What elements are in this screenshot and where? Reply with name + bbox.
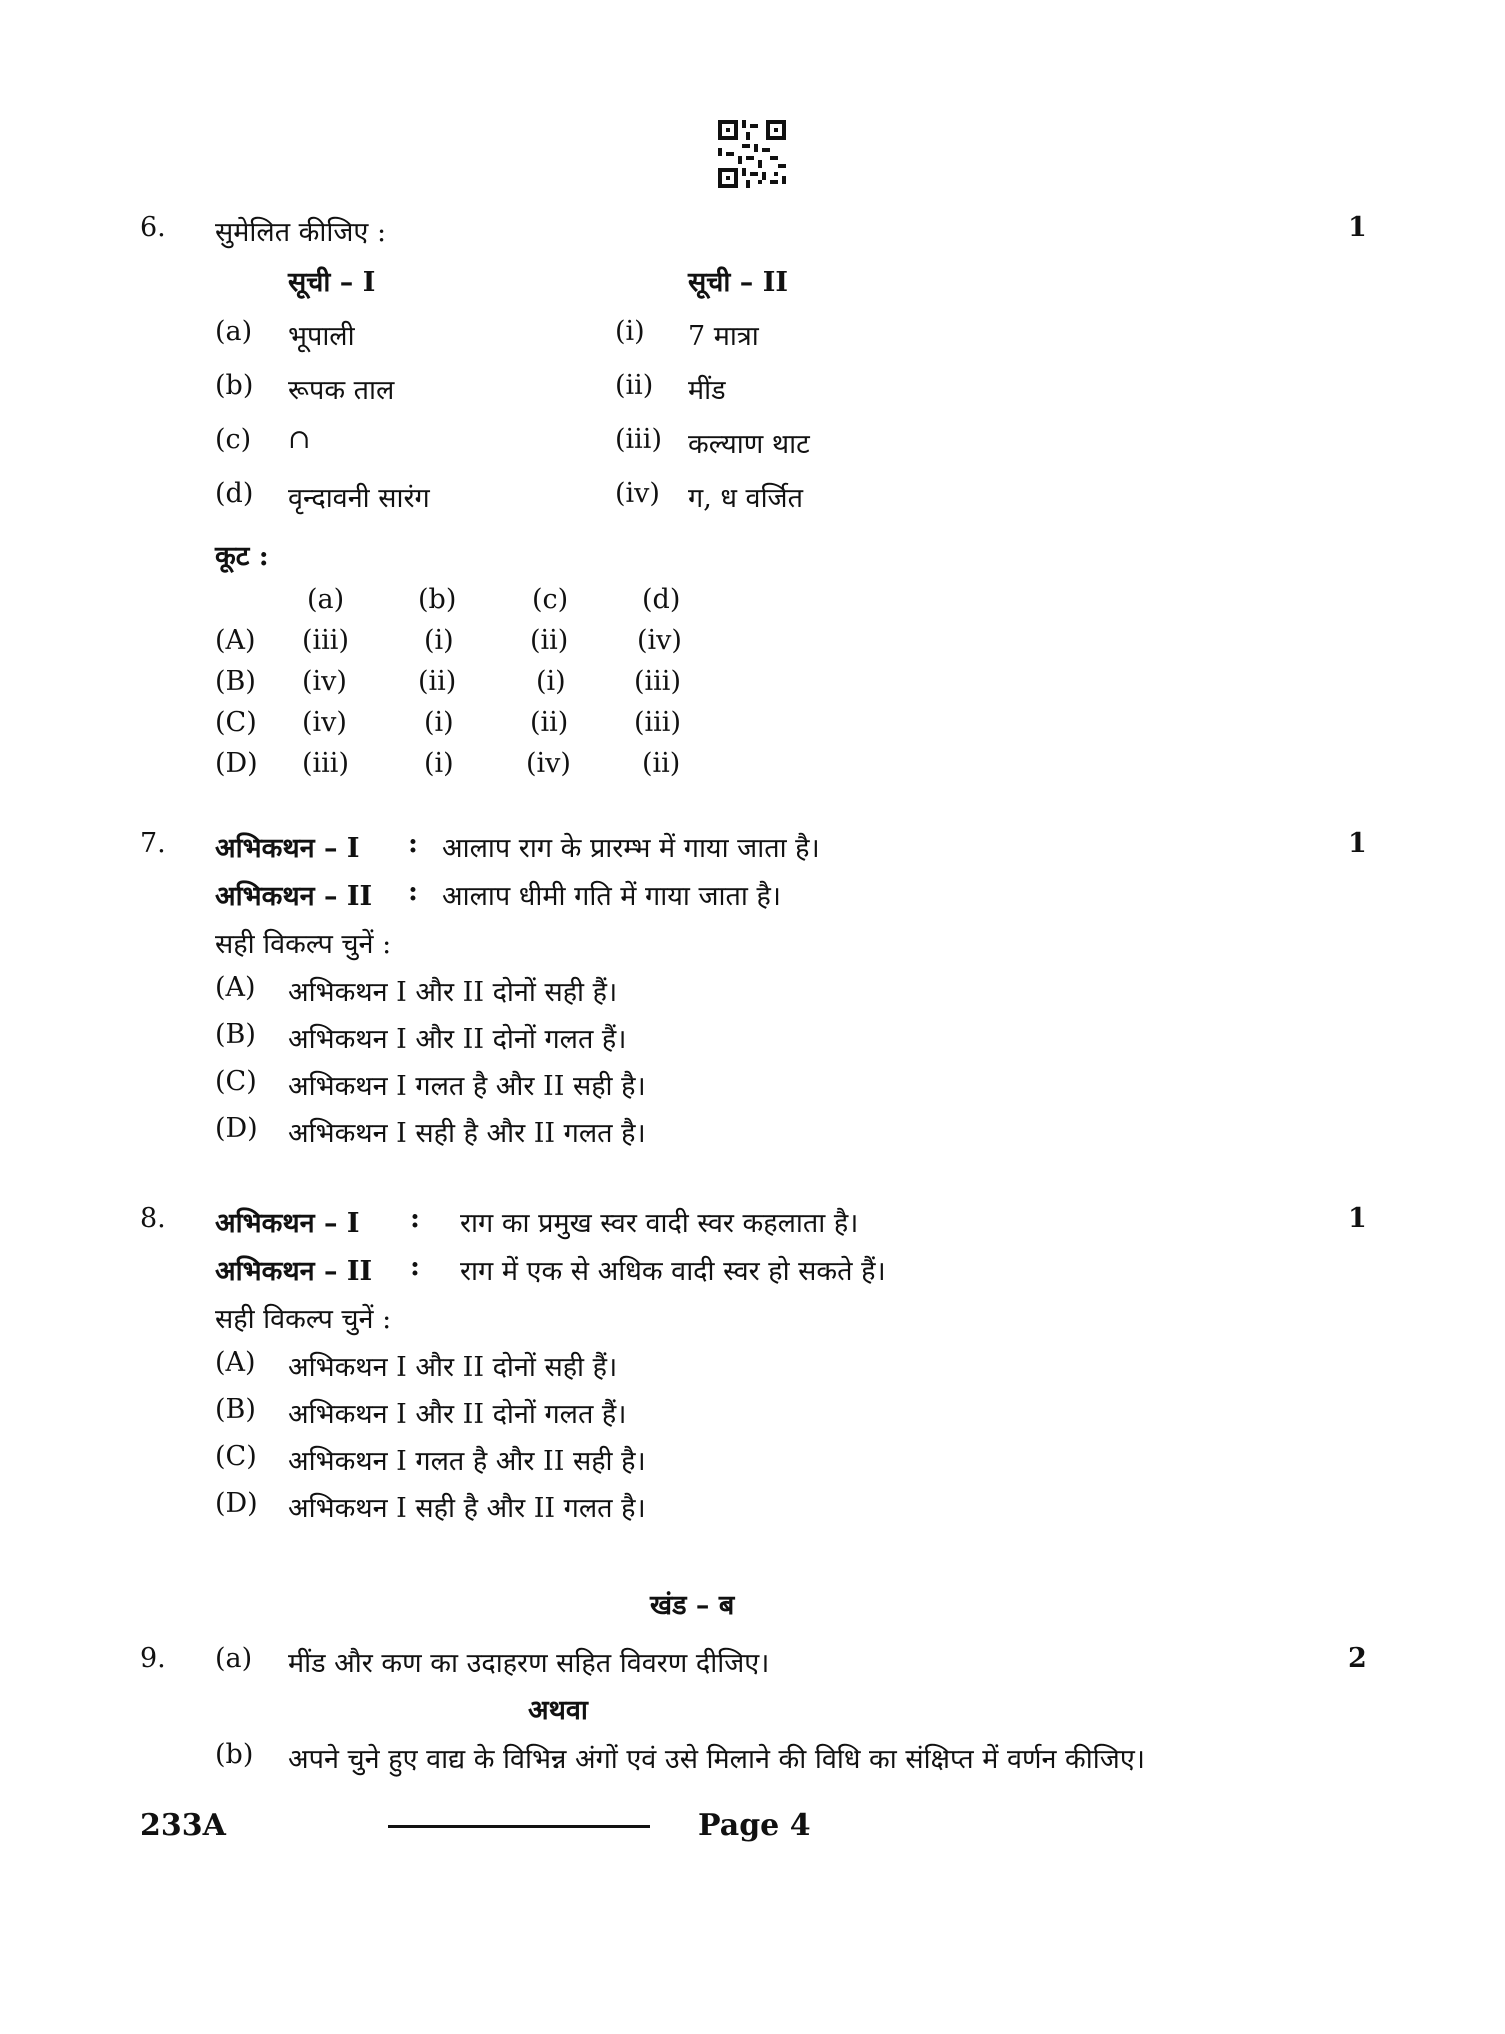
code-header: (c) bbox=[532, 584, 569, 615]
question-marks: 1 bbox=[1348, 828, 1367, 859]
question-marks: 1 bbox=[1348, 212, 1367, 243]
code-cell: (iii) bbox=[634, 707, 681, 738]
question-prompt: सुमेलित कीजिए : bbox=[215, 217, 387, 248]
assertion-2-text: आलाप धीमी गति में गाया जाता है। bbox=[442, 881, 782, 912]
instruction: सही विकल्प चुनें : bbox=[215, 1304, 392, 1335]
code-cell: (iv) bbox=[637, 625, 682, 656]
list-2-item-text: 7 मात्रा bbox=[688, 321, 759, 352]
instruction: सही विकल्प चुनें : bbox=[215, 929, 392, 960]
list-1-item-label: (d) bbox=[215, 478, 254, 509]
code-option: (C) bbox=[215, 707, 257, 738]
assertion-2-label: अभिकथन – II bbox=[215, 1256, 373, 1287]
list-2-item-text: मींड bbox=[688, 375, 726, 406]
question-number: 7. bbox=[140, 828, 166, 859]
list-1-item-text: रूपक ताल bbox=[288, 375, 395, 406]
list-1-item-label: (b) bbox=[215, 370, 254, 401]
code-cell: (i) bbox=[424, 625, 454, 656]
sub-question-label: (a) bbox=[215, 1643, 253, 1674]
assertion-colon: : bbox=[410, 1203, 420, 1234]
option-label: (A) bbox=[215, 972, 256, 1003]
code-cell: (ii) bbox=[530, 707, 569, 738]
option-label: (C) bbox=[215, 1066, 257, 1097]
code-option: (D) bbox=[215, 748, 258, 779]
list-1-heading: सूची – I bbox=[288, 267, 376, 298]
code-header: (d) bbox=[642, 584, 681, 615]
assertion-1-label: अभिकथन – I bbox=[215, 1208, 360, 1239]
option-text: अभिकथन I और II दोनों गलत हैं। bbox=[288, 1399, 627, 1430]
question-number: 8. bbox=[140, 1203, 166, 1234]
option-text: अभिकथन I और II दोनों सही हैं। bbox=[288, 1352, 618, 1383]
code-option: (B) bbox=[215, 666, 256, 697]
assertion-1-label: अभिकथन – I bbox=[215, 833, 360, 864]
code-cell: (iii) bbox=[302, 748, 349, 779]
sub-question-text: अपने चुने हुए वाद्य के विभिन्न अंगों एवं उसे मिलाने की विधि का संक्षिप्त में वर्णन कीजिए। bbox=[288, 1744, 1145, 1775]
code-cell: (i) bbox=[424, 707, 454, 738]
sub-question-text: मींड और कण का उदाहरण सहित विवरण दीजिए। bbox=[288, 1648, 770, 1679]
question-marks: 2 bbox=[1348, 1643, 1367, 1674]
code-cell: (ii) bbox=[642, 748, 681, 779]
code-cell: (ii) bbox=[418, 666, 457, 697]
footer-divider bbox=[388, 1825, 650, 1828]
question-number: 9. bbox=[140, 1643, 166, 1674]
list-1-item-text: वृन्दावनी सारंग bbox=[288, 483, 430, 514]
question-number: 6. bbox=[140, 212, 166, 243]
code-header: (a) bbox=[307, 584, 345, 615]
code-cell: (iii) bbox=[302, 625, 349, 656]
list-2-item-text: कल्याण थाट bbox=[688, 429, 810, 460]
option-text: अभिकथन I सही है और II गलत है। bbox=[288, 1493, 646, 1524]
list-1-item-label: (a) bbox=[215, 316, 253, 347]
option-text: अभिकथन I और II दोनों गलत हैं। bbox=[288, 1024, 627, 1055]
code-cell: (iv) bbox=[526, 748, 571, 779]
assertion-2-label: अभिकथन – II bbox=[215, 881, 373, 912]
or-text: अथवा bbox=[528, 1695, 588, 1726]
option-label: (B) bbox=[215, 1394, 256, 1425]
section-heading: खंड – ब bbox=[650, 1590, 735, 1621]
list-1-item-text: ∩ bbox=[288, 424, 311, 455]
assertion-1-text: राग का प्रमुख स्वर वादी स्वर कहलाता है। bbox=[460, 1208, 859, 1239]
page-number: Page 4 bbox=[698, 1808, 811, 1843]
list-2-item-label: (iii) bbox=[615, 424, 662, 455]
option-text: अभिकथन I सही है और II गलत है। bbox=[288, 1118, 646, 1149]
option-text: अभिकथन I और II दोनों सही हैं। bbox=[288, 977, 618, 1008]
assertion-1-text: आलाप राग के प्रारम्भ में गाया जाता है। bbox=[442, 833, 820, 864]
option-text: अभिकथन I गलत है और II सही है। bbox=[288, 1446, 646, 1477]
list-2-heading: सूची – II bbox=[688, 267, 788, 298]
option-label: (C) bbox=[215, 1441, 257, 1472]
assertion-2-text: राग में एक से अधिक वादी स्वर हो सकते हैं। bbox=[460, 1256, 886, 1287]
assertion-colon: : bbox=[410, 1251, 420, 1282]
option-label: (A) bbox=[215, 1347, 256, 1378]
option-text: अभिकथन I गलत है और II सही है। bbox=[288, 1071, 646, 1102]
assertion-colon: : bbox=[408, 876, 418, 907]
assertion-colon: : bbox=[408, 828, 418, 859]
qr-code-image bbox=[718, 120, 786, 188]
code-label: कूट : bbox=[215, 541, 269, 572]
option-label: (D) bbox=[215, 1113, 258, 1144]
code-option: (A) bbox=[215, 625, 256, 656]
list-2-item-text: ग, ध वर्जित bbox=[688, 483, 803, 514]
list-2-item-label: (iv) bbox=[615, 478, 660, 509]
list-2-item-label: (i) bbox=[615, 316, 645, 347]
list-1-item-text: भूपाली bbox=[288, 321, 355, 352]
sub-question-label: (b) bbox=[215, 1739, 254, 1770]
code-cell: (i) bbox=[424, 748, 454, 779]
code-cell: (i) bbox=[536, 666, 566, 697]
list-1-item-label: (c) bbox=[215, 424, 252, 455]
list-2-item-label: (ii) bbox=[615, 370, 654, 401]
paper-code: 233A bbox=[140, 1808, 226, 1843]
question-marks: 1 bbox=[1348, 1203, 1367, 1234]
code-cell: (iv) bbox=[302, 666, 347, 697]
code-cell: (iv) bbox=[302, 707, 347, 738]
code-cell: (ii) bbox=[530, 625, 569, 656]
option-label: (D) bbox=[215, 1488, 258, 1519]
code-header: (b) bbox=[418, 584, 457, 615]
option-label: (B) bbox=[215, 1019, 256, 1050]
code-cell: (iii) bbox=[634, 666, 681, 697]
